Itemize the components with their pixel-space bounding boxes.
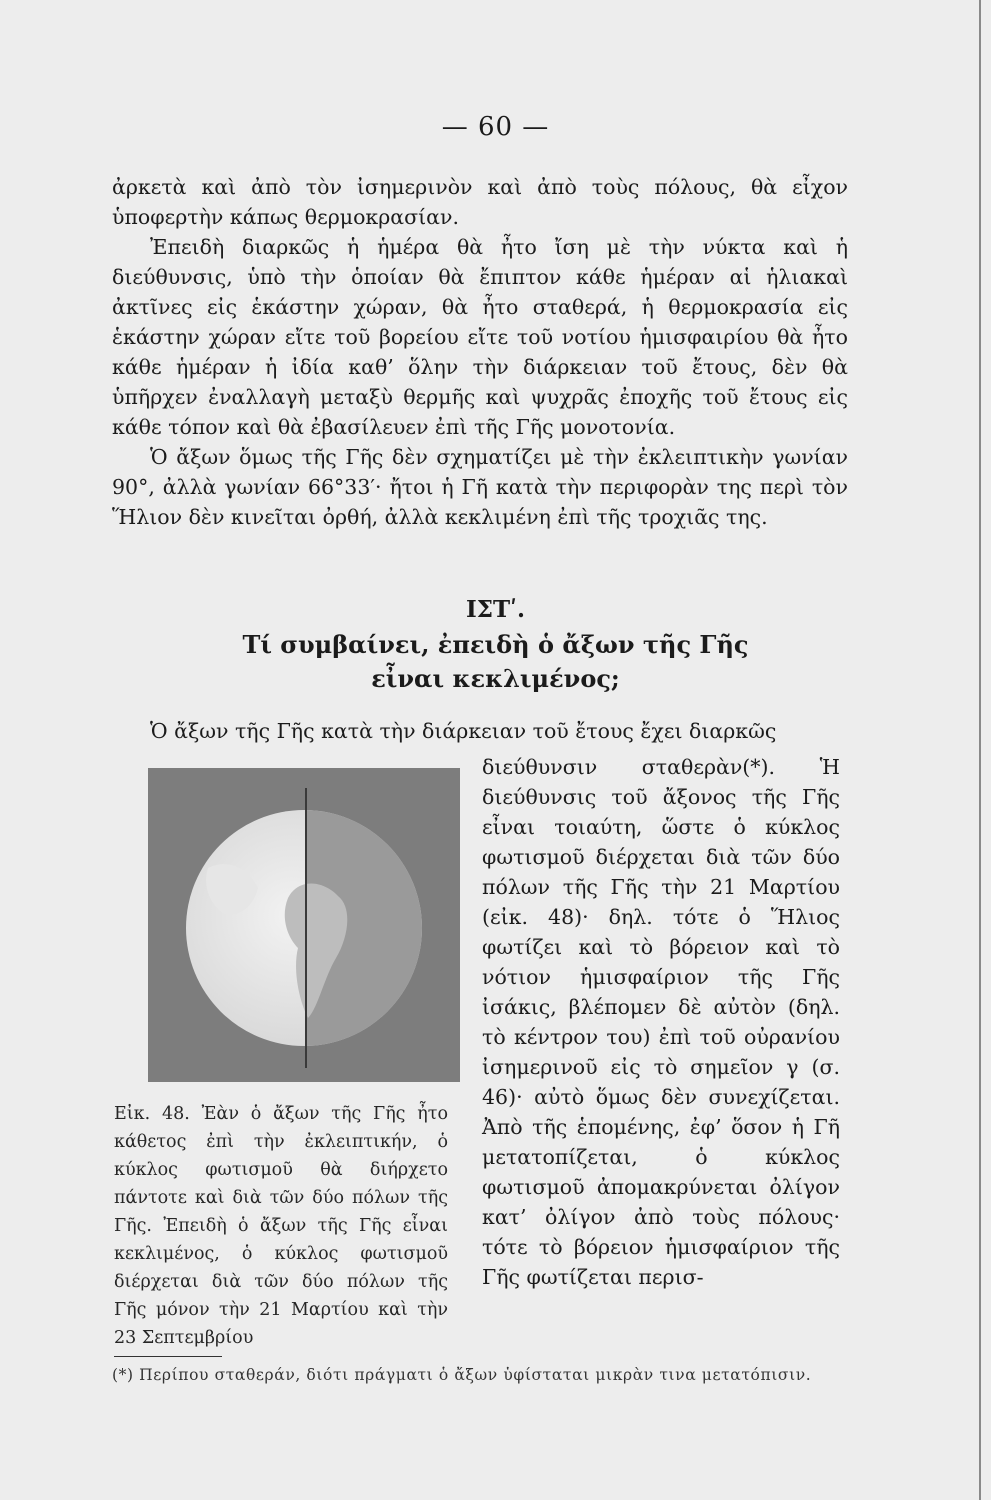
figure-48-earth-illustration	[148, 768, 460, 1082]
footnote-divider	[114, 1356, 222, 1357]
paragraph-2: Ἐπειδὴ διαρκῶς ἡ ἡμέρα θὰ ἦτο ἴση μὲ τὴν νύκτα καὶ ἡ διεύθυνσις, ὑπὸ τὴν ὁποίαν θὰ ἔπιπτον κάθε ἡμέραν αἱ ἡλιακαὶ ἀκτῖνες εἰς ἑκάστην χώραν, θὰ ἦτο σταθερά, ἡ θερμοκρασία εἰς ἑκάστην χώραν εἴτε τοῦ βορείου εἴτε τοῦ νοτίου ἡμισφαιρίου θὰ ἦτο κάθε ἡμέραν ἡ ἰδία καθ’ ὅλην τὴν διάρκειαν τοῦ ἔτους, δὲν θὰ ὑπῆρχεν ἐναλλαγὴ μεταξὺ θερμῆς καὶ ψυχρᾶς ἐποχῆς τοῦ ἔτους εἰς κάθε τόπον καὶ θὰ ἐβασίλευεν ἐπὶ τῆς Γῆς μονοτονία.	[112, 235, 848, 439]
page-edge	[979, 0, 981, 1500]
paragraph-4-first-line: Ὁ ἄξων τῆς Γῆς κατὰ τὴν διάρκειαν τοῦ ἔτους ἔχει διαρκῶς	[150, 719, 777, 743]
figure-caption: Εἰκ. 48. Ἐὰν ὁ ἄξων τῆς Γῆς ἦτο κάθετος ἐπὶ τὴν ἐκλειπτικήν, ὁ κύκλος φωτισμοῦ θὰ διήρχετο πάντοτε καὶ διὰ τῶν δύο πόλων τῆς Γῆς. Ἐπειδὴ ὁ ἄξων τῆς Γῆς εἶναι κεκλιμένος, ὁ κύκλος φωτισμοῦ διέρχεται διὰ τῶν δύο πόλων τῆς Γῆς μόνον τὴν 21 Μαρτίου καὶ τὴν 23 Σεπτεμβρίου	[114, 1104, 448, 1348]
paragraph-4-continued: διεύθυνσιν σταθερὰν(*). Ἡ διεύθυνσις τοῦ ἄξονος τῆς Γῆς εἶναι τοιαύτη, ὥστε ὁ κύκλος φωτισμοῦ διέρχεται διὰ τῶν δύο πόλων τῆς Γῆς τὴν 21 Μαρτίου (εἰκ. 48)· δηλ. τότε ὁ Ἥλιος φωτίζει καὶ τὸ βόρειον καὶ τὸ νότιον ἡμισφαίριον τῆς Γῆς ἰσάκις, βλέπομεν δὲ αὐτὸν (δηλ. τὸ κέντρον του) ἐπὶ τοῦ οὐρανίου ἰσημερινοῦ εἰς τὸ σημεῖον γ (σ. 46)· αὐτὸ ὅμως δὲν συνεχίζεται. Ἀπὸ τῆς ἑπομένης, ἐφ’ ὅσον ἡ Γῆ μετατοπίζεται, ὁ κύκλος φωτισμοῦ ἀπομακρύνεται ὀλίγον κατ’ ὀλίγον ἀπὸ τοὺς πόλους· τότε τὸ βόρειον ἡμισφαίριον τῆς Γῆς φωτίζεται περισ-	[482, 755, 840, 1289]
paragraph-3: Ὁ ἄξων ὅμως τῆς Γῆς δὲν σχηματίζει μὲ τὴν ἐκλειπτικὴν γωνίαν 90°, ἀλλὰ γωνίαν 66°33′· ἤτοι ἡ Γῆ κατὰ τὴν περιφορὰν της περὶ τὸν Ἥλιον δὲν κινεῖται ὀρθή, ἀλλὰ κεκλιμένη ἐπὶ τῆς τροχιᾶς της.	[112, 445, 848, 529]
section-title-line-1: Τί συμβαίνει, ἐπειδὴ ὁ ἄξων τῆς Γῆς	[242, 630, 749, 659]
paragraph-1: ἀρκετὰ καὶ ἀπὸ τὸν ἰσημερινὸν καὶ ἀπὸ τοὺς πόλους, θὰ εἶχον ὑποφερτὴν κάπως θερμοκρασίαν.	[112, 175, 848, 229]
section-title-line-2: εἶναι κεκλιμένος;	[371, 664, 620, 693]
footnote: (*) Περίπου σταθεράν, διότι πράγματι ὁ ἄξων ὑφίσταται μικρὰν τινα μετατόπισιν.	[112, 1366, 812, 1384]
section-title	[0, 628, 991, 696]
section-number: ΙΣΤʹ.	[465, 596, 526, 623]
body-text-top	[112, 172, 848, 532]
page-number: — 60 —	[441, 112, 550, 142]
